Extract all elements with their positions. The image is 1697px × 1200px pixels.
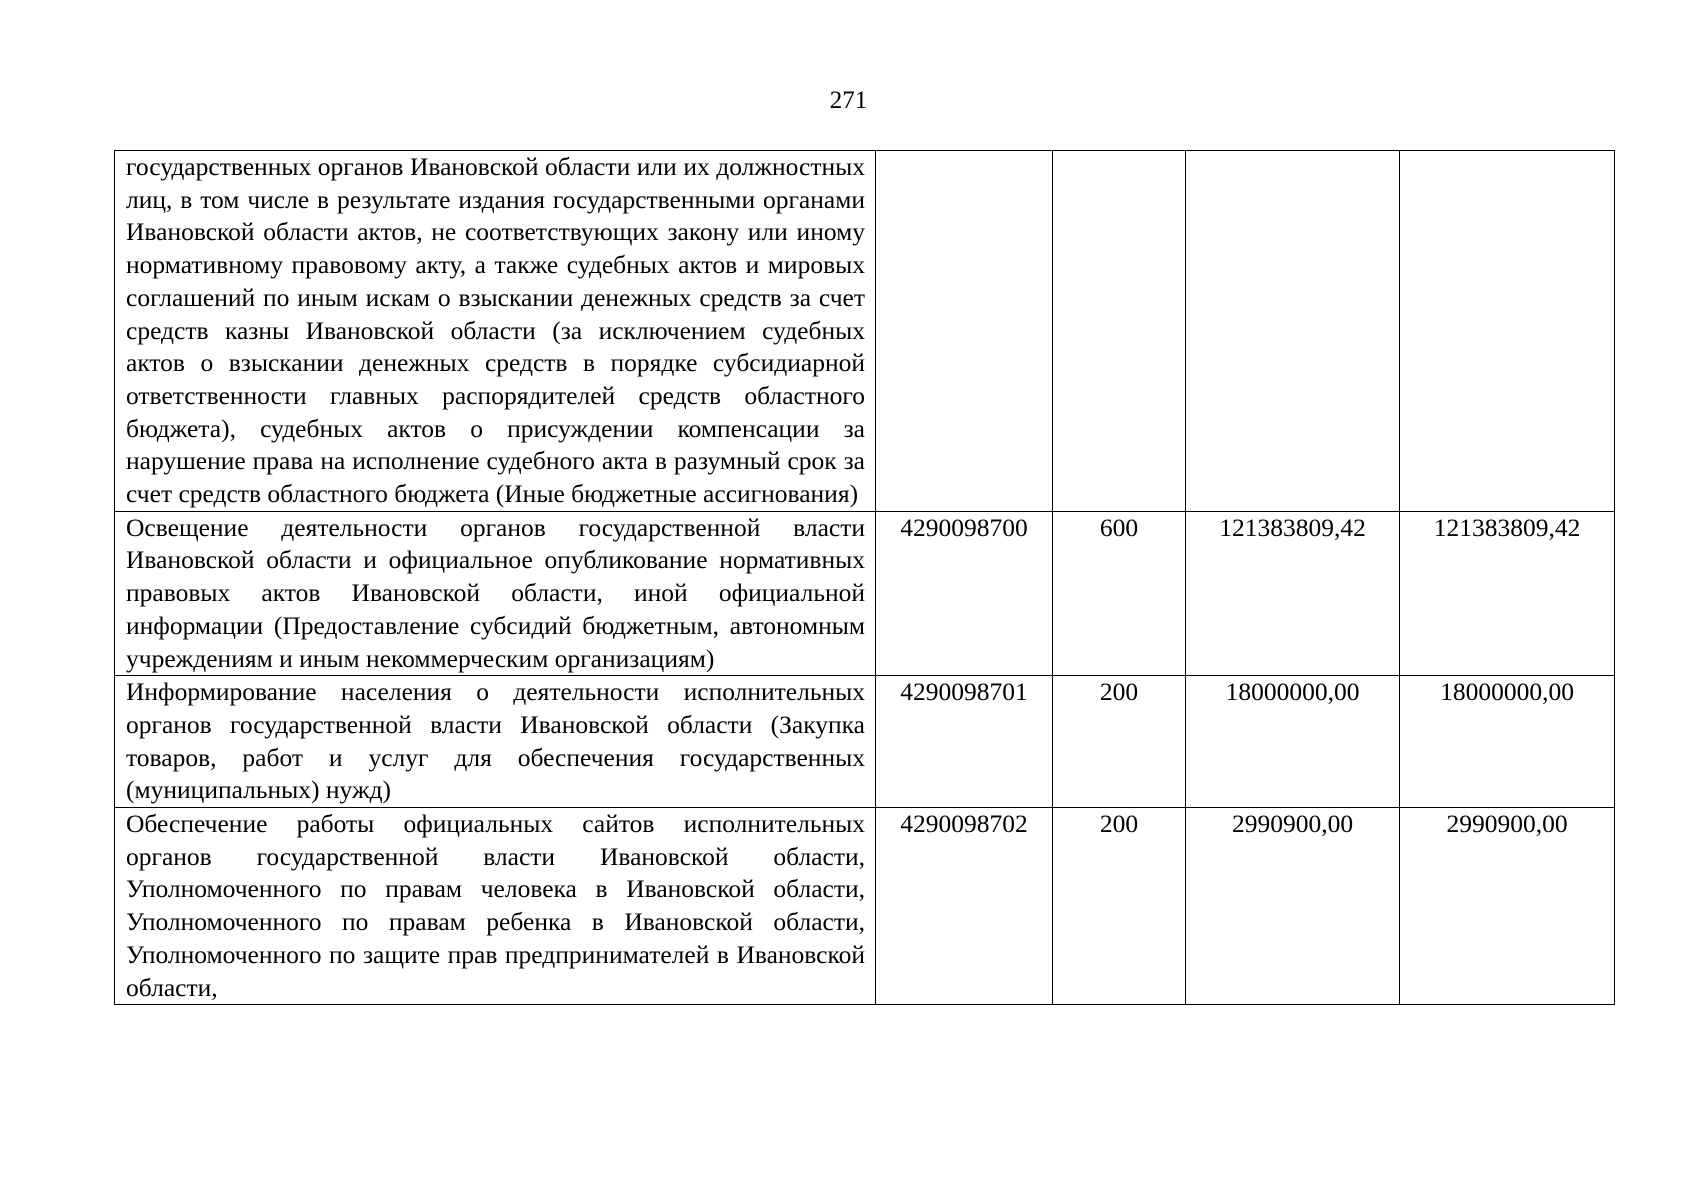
table-row [115,808,1615,1005]
expense-type-cell: 600 [1053,511,1186,676]
expense-type-cell: 200 [1053,676,1186,808]
amount-cell: 2990900,00 [1186,808,1400,1005]
amount-cell: 121383809,42 [1186,511,1400,676]
amount-cell: 18000000,00 [1400,676,1615,808]
row-description: Освещение деятельности органов государственной власти Ивановской области и официальное опубликование нормативных правовых актов Ивановской области, иной официальной информации (Предоставление субсидий бюджетным, автономным учреждениям и иным некоммерческим организациям) [115,511,876,676]
page-number: 271 [829,87,868,114]
amount-cell [1400,151,1615,512]
budget-table [114,150,1615,1005]
amount-cell: 2990900,00 [1400,808,1615,1005]
row-description: Обеспечение работы официальных сайтов исполнительных органов государственной власти Ивановской области, Уполномоченного по правам человека в Ивановской области, Уполномоченного по правам ребенка в Ивановской области, Уполномоченного по защите прав предпринимателей в Ивановской области, [126,809,865,1002]
target-code-cell: 4290098702 [876,808,1053,1005]
expense-type-cell [1053,151,1186,512]
table-row [115,676,1615,808]
amount-cell: 18000000,00 [1186,676,1400,808]
amount-cell [1186,151,1400,512]
expense-type-cell: 200 [1053,808,1186,1005]
row-description: государственных органов Ивановской области или их должностных лиц, в том числе в результате издания государственными органами Ивановской области актов, не соответствующих закону или иному нормативному правовому акту, а также судебных актов и мировых соглашений по иным искам о взыскании денежных средств за счет средств казны Ивановской области (за исключением судебных актов о взыскании денежных средств в порядке субсидиарной ответственности главных распорядителей средств областного бюджета), судебных актов о присуждении компенсации за нарушение права на исполнение судебного акта в разумный срок за счет средств областного бюджета (Иные бюджетные ассигнования) [115,151,876,512]
row-description-cell [115,808,876,1005]
table-row [115,151,1615,512]
table-row [115,511,1615,676]
row-description: Информирование населения о деятельности исполнительных органов государственной власти Ивановской области (Закупка товаров, работ и услуг для обеспечения государственных (муниципальных) нужд) [115,676,876,808]
target-code-cell: 4290098700 [876,511,1053,676]
target-code-cell: 4290098701 [876,676,1053,808]
target-code-cell [876,151,1053,512]
amount-cell: 121383809,42 [1400,511,1615,676]
